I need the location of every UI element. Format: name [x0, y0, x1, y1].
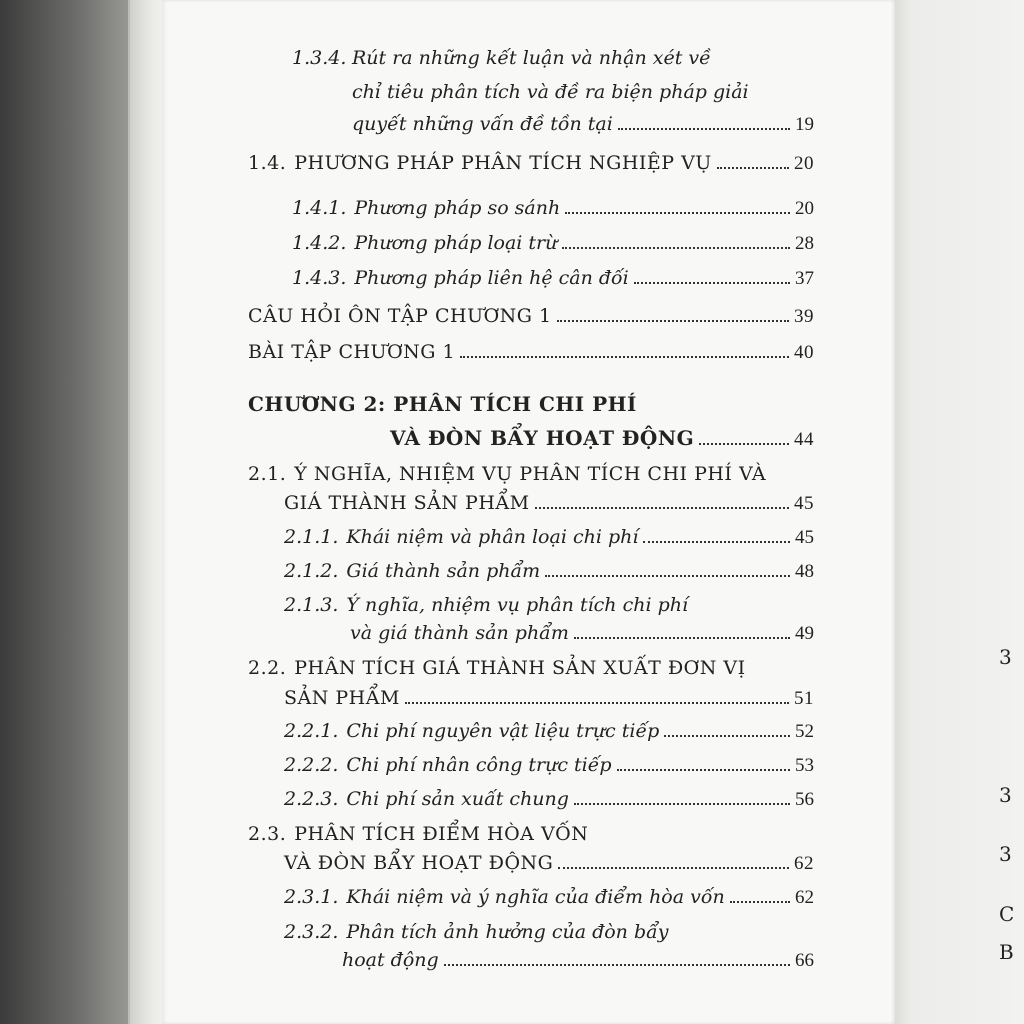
toc-entry-2-2-2 [284, 753, 814, 778]
toc-line: Khái niệm và phân loại chi phí [346, 526, 639, 548]
toc-entry-2-1 [284, 491, 814, 516]
book-spine [128, 0, 164, 1024]
dot-leader [730, 901, 790, 903]
toc-line [248, 822, 588, 846]
toc-number: 2.2.2. [284, 754, 339, 776]
dot-leader [535, 507, 789, 509]
toc-entry-2-1-1 [284, 525, 814, 550]
toc-number: 2.3.1. [284, 886, 339, 908]
toc-line: Chi phí nguyên vật liệu trực tiếp [346, 720, 660, 742]
toc-line: quyết những vấn đề tồn tại [352, 113, 613, 135]
page-number: 62 [794, 853, 814, 874]
dot-leader [562, 247, 790, 249]
dot-leader [565, 212, 790, 214]
toc-number: 1.4. [248, 152, 287, 174]
toc-entry-chapter-2 [390, 426, 814, 452]
background-dark [0, 0, 132, 1024]
facing-page-text: 3 [999, 783, 1012, 807]
page-number: 45 [794, 493, 814, 514]
toc-entry-2-2 [284, 686, 814, 711]
page-number: 62 [795, 887, 814, 908]
toc-number: 2.2. [248, 657, 287, 679]
toc-entry-1-4-1 [292, 196, 814, 221]
toc-number: 1.4.2. [292, 232, 347, 254]
toc-line [248, 462, 766, 486]
dot-leader [405, 702, 789, 704]
page-number: 51 [794, 688, 814, 709]
dot-leader [717, 167, 789, 169]
toc-entry-2-3-2 [342, 948, 814, 973]
page-number: 20 [795, 198, 814, 219]
dot-leader [574, 803, 790, 805]
toc-number: 2.1.1. [284, 526, 339, 548]
toc-line: Chi phí sản xuất chung [346, 788, 569, 810]
toc-line: Phương pháp liên hệ cân đối [354, 267, 629, 289]
dot-leader [557, 320, 789, 322]
toc-line: CÂU HỎI ÔN TẬP CHƯƠNG 1 [248, 305, 552, 327]
toc-line-text: PHÂN TÍCH ĐIỂM HÒA VỐN [294, 823, 589, 845]
toc-line: GIÁ THÀNH SẢN PHẨM [284, 492, 530, 514]
toc-line-text: Ý NGHĨA, NHIỆM VỤ PHÂN TÍCH CHI PHÍ VÀ [294, 463, 767, 485]
dot-leader [699, 443, 789, 445]
toc-line: Phương pháp loại trừ [354, 232, 558, 254]
page-number: 56 [795, 789, 814, 810]
toc-line [248, 656, 746, 680]
toc-number: 2.3. [248, 823, 287, 845]
page-number: 45 [795, 527, 814, 548]
dot-leader [574, 637, 790, 639]
toc-line: và giá thành sản phẩm [350, 622, 569, 644]
toc-line-text: PHÂN TÍCH GIÁ THÀNH SẢN XUẤT ĐƠN VỊ [294, 657, 746, 679]
page-number: 44 [794, 429, 814, 450]
toc-line-text: Phân tích ảnh hưởng của đòn bẩy [346, 921, 669, 943]
toc-line: Chi phí nhân công trực tiếp [346, 754, 612, 776]
toc-line: Rút ra những kết luận và nhận xét về [352, 47, 711, 69]
facing-page [895, 0, 1024, 1024]
dot-leader [558, 867, 789, 869]
toc-number: 2.1. [248, 463, 287, 485]
page-number: 48 [795, 561, 814, 582]
facing-page-text: 3 [999, 842, 1012, 866]
toc-page [162, 0, 895, 1024]
toc-line: hoạt động [342, 949, 439, 971]
page-number: 37 [795, 268, 814, 289]
toc-line: SẢN PHẨM [284, 687, 400, 709]
toc-line: Giá thành sản phẩm [346, 560, 541, 582]
page-number: 19 [795, 114, 814, 135]
dot-leader [617, 769, 790, 771]
facing-page-text: B [999, 940, 1014, 964]
dot-leader [643, 541, 790, 543]
toc-number: 2.2.3. [284, 788, 339, 810]
toc-entry-2-1-3 [350, 621, 814, 646]
toc-entry-2-3-1 [284, 885, 814, 910]
chapter-title: CHƯƠNG 2: PHÂN TÍCH CHI PHÍ [248, 392, 637, 416]
page-number: 40 [794, 342, 814, 363]
toc-entry-2-1-2 [284, 559, 814, 584]
facing-page-text: C [999, 902, 1015, 926]
toc-line: Phương pháp so sánh [354, 197, 561, 219]
toc-entry-1-4 [248, 151, 814, 176]
toc-number: 1.4.1. [292, 197, 347, 219]
dot-leader [545, 575, 790, 577]
toc-number: 2.2.1. [284, 720, 339, 742]
page-number: 52 [795, 721, 814, 742]
toc-number: 2.1.3. [284, 594, 339, 616]
toc-line: Khái niệm và ý nghĩa của điểm hòa vốn [346, 886, 725, 908]
toc-entry-1-4-3 [292, 266, 814, 291]
toc-line [284, 593, 688, 617]
toc-line: BÀI TẬP CHƯƠNG 1 [248, 341, 456, 363]
toc-line: VÀ ĐÒN BẨY HOẠT ĐỘNG [390, 426, 695, 450]
page-number: 53 [795, 755, 814, 776]
toc-entry-1-3-4 [352, 112, 814, 137]
toc-line: chỉ tiêu phân tích và đề ra biện pháp giải [352, 81, 749, 103]
dot-leader [634, 282, 790, 284]
toc-entry-2-3 [284, 851, 814, 876]
toc-entry-1-4-2 [292, 231, 814, 256]
toc-entry-exercises [248, 340, 814, 365]
dot-leader [444, 964, 790, 966]
page-number: 20 [794, 153, 814, 174]
page-number: 49 [795, 623, 814, 644]
dot-leader [618, 128, 790, 130]
toc-entry-2-2-1 [284, 719, 814, 744]
toc-number: 1.3.4. [292, 47, 347, 69]
toc-number: 2.1.2. [284, 560, 339, 582]
dot-leader [664, 735, 790, 737]
dot-leader [460, 356, 789, 358]
toc-number: 1.4.3. [292, 267, 347, 289]
toc-line: PHƯƠNG PHÁP PHÂN TÍCH NGHIỆP VỤ [294, 152, 712, 174]
toc-entry-review-questions [248, 304, 814, 329]
facing-page-text: 3 [999, 645, 1012, 669]
page-number: 28 [795, 233, 814, 254]
toc-line: VÀ ĐÒN BẨY HOẠT ĐỘNG [284, 852, 554, 874]
page-number: 66 [795, 950, 814, 971]
toc-line [284, 920, 669, 944]
page-number: 39 [794, 306, 814, 327]
toc-entry-2-2-3 [284, 787, 814, 812]
toc-line-text: Ý nghĩa, nhiệm vụ phân tích chi phí [346, 594, 689, 616]
toc-number: 2.3.2. [284, 921, 339, 943]
